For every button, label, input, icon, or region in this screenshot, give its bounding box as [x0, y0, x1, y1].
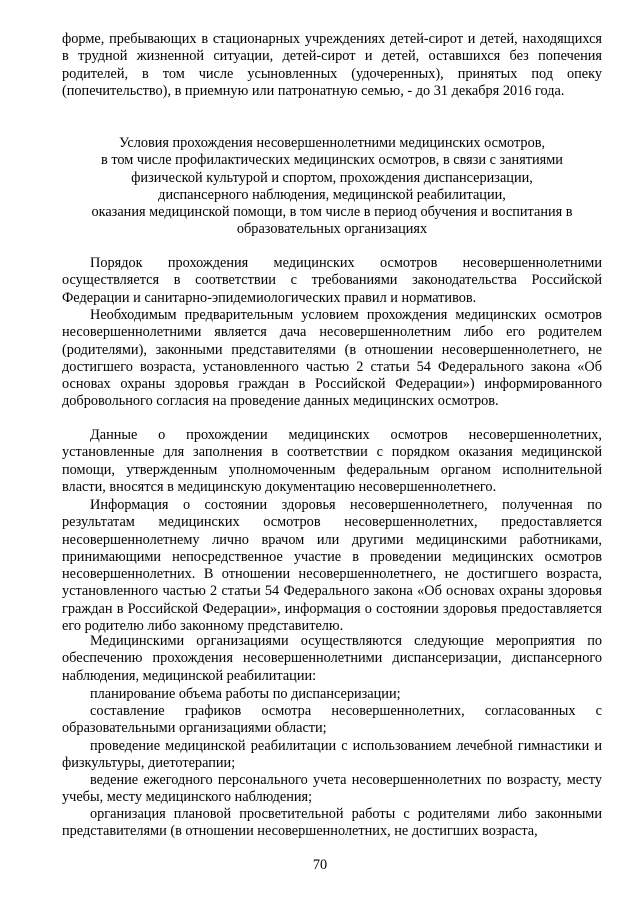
- heading-line: диспансерного наблюдения, медицинской реабилитации,: [158, 186, 506, 203]
- list-item: составление графиков осмотра несовершеннолетних, согласованных с образовательными организациями области;: [62, 703, 602, 737]
- heading-line: в том числе профилактических медицинских осмотров, в связи с занятиями: [101, 152, 563, 169]
- heading-line: оказания медицинской помощи, в том числе в период обучения и воспитания в: [91, 204, 573, 221]
- list-item: организация плановой просветительной работы с родителями либо законными представителями (в отношении несовершеннолетних, не достигших возраста,: [62, 806, 602, 840]
- heading-line: Условия прохождения несовершеннолетними медицинских осмотров,: [118, 135, 546, 151]
- list-item: ведение ежегодного персонального учета несовершеннолетних по возрасту, месту учебы, месту медицинского наблюдения;: [62, 772, 602, 806]
- list-item: проведение медицинской реабилитации с использованием лечебной гимнастики и физкультуры, диетотерапии;: [62, 738, 602, 772]
- page-number: 70: [312, 857, 328, 873]
- paragraph-records: Данные о прохождении медицинских осмотров несовершеннолетних, установленные для заполнения в соответствии с порядком оказания медицинской помощи, утвержденным уполномоченным федеральным органом исполнительной власти, вносятся в медицинскую документацию несовершеннолетнего.: [62, 427, 602, 495]
- intro-paragraph: форме, пребывающих в стационарных учреждениях детей-сирот и детей, находящихся в трудной жизненной ситуации, детей-сирот и детей, оставшихся без попечения родителей, в том числе усыновленных (удочеренных), принятых под опеку (попечительство), в приемную или патронатную семью, - до 31 декабря 2016 года.: [62, 31, 602, 99]
- paragraph-consent: Необходимым предварительным условием прохождения медицинских осмотров несовершеннолетними является дача несовершеннолетним либо его родителем (родителями), законными представителями (в отношении несовершеннолетнего, не достигшего возраста, установленного частью 2 статьи 54 Федерального закона «Об основах охраны здоровья граждан в Российской Федерации») информированного добровольного согласия на проведение данных медицинских осмотров.: [62, 307, 602, 410]
- section-heading: [62, 135, 602, 239]
- heading-line: физической культурой и спортом, прохождения диспансеризации,: [131, 169, 533, 186]
- paragraph-health-info: Информация о состоянии здоровья несовершеннолетнего, полученная по результатам медицинских осмотров несовершеннолетних, предоставляется несовершеннолетнему лично врачом или другими медицинскими работниками, принимающими непосредственное участие в проведении медицинских осмотров несовершеннолетних. В отношении несовершеннолетнего, не достигшего возраста, установленного частью 2 статьи 54 Федерального закона «Об основах охраны здоровья граждан в Российской Федерации», информация о состоянии здоровья предоставляется его родителю либо законному представителю.: [62, 497, 602, 635]
- heading-line: образовательных организациях: [236, 221, 428, 238]
- list-item: планирование объема работы по диспансеризации;: [90, 686, 401, 702]
- paragraph-order: Порядок прохождения медицинских осмотров несовершеннолетними осуществляется в соответствии с требованиями законодательства Российской Федерации и санитарно-эпидемиологических правил и нормативов.: [62, 255, 602, 306]
- paragraph-measures: Медицинскими организациями осуществляются следующие мероприятия по обеспечению прохождения несовершеннолетними диспансеризации, диспансерного наблюдения, медицинской реабилитации:: [62, 633, 602, 684]
